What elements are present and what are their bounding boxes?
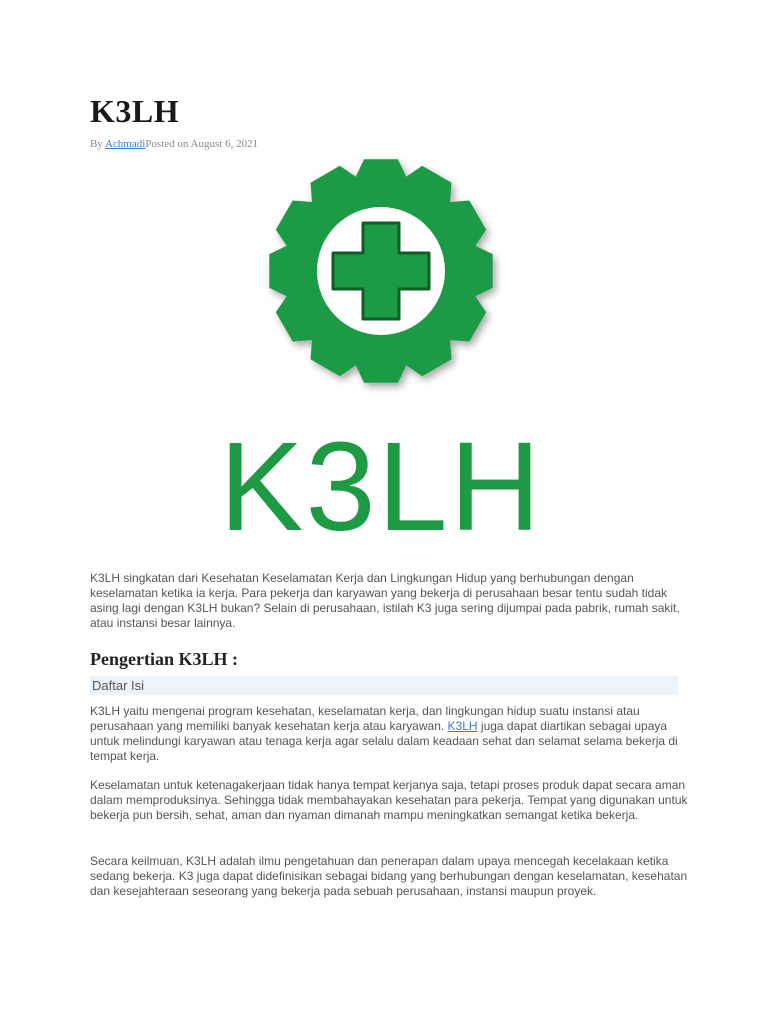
gear-cross-icon [200,158,562,550]
paragraph-definition-start: K3LH yaitu mengenai program kesehatan, keselamatan kerja, dan lingkungan hidup suatu instansi atau perusahaan yang memiliki banyak kesehatan kerja atau karyawan. [90,704,640,733]
paragraph-safety: Keselamatan untuk ketenagakerjaan tidak hanya tempat kerjanya saja, tetapi proses produk dapat secara aman dalam memproduksinya. Sehingga tidak membahayakan kesehatan para pekerja. Tempat yang digunakan untuk bekerja pun bersih, sehat, aman dan nyaman dimanah mampu meningkatkan semangat ketika bekerja. [90,778,688,822]
byline-by: By [90,138,105,150]
intro-paragraph: K3LH singkatan dari Kesehatan Keselamatan Kerja dan Lingkungan Hidup yang berhubungan dengan keselamatan ketika ia kerja. Para pekerja dan karyawan yang bekerja di perusahaan besar tentu sudah tidak asing lagi dengan K3LH bukan? Selain di perusahaan, istilah K3 juga sering dijumpai pada pabrik, rumah sakit, atau instansi besar lainnya. [90,571,680,630]
k3lh-logo [200,158,562,550]
section-heading: Pengertian K3LH : [90,649,238,669]
post-date: Posted on August 6, 2021 [145,138,259,150]
logo-text: K3LH [219,416,543,550]
table-of-contents[interactable] [90,676,678,695]
k3lh-link[interactable]: K3LH [447,719,478,733]
byline [90,137,258,151]
author-link[interactable]: Achmadi [104,138,146,150]
paragraph-definition [90,704,690,764]
page-title: K3LH [90,93,180,129]
toc-title[interactable]: Daftar Isi [92,678,145,693]
paragraph-science: Secara keilmuan, K3LH adalah ilmu pengetahuan dan penerapan dalam upaya mencegah kecelakaan ketika sedang bekerja. K3 juga dapat didefinisikan sebagai bidang yang berhubungan dengan keselamatan, kesehatan dan kesejahteraan seseorang yang bekerja pada sebuah perusahaan, instansi maupun proyek. [90,854,688,898]
paragraph-definition-end: juga dapat diartikan sebagai upaya untuk melindungi karyawan atau tenaga kerja agar selalu dalam keadaan sehat dan selamat selama bekerja di tempat kerja. [90,719,678,763]
